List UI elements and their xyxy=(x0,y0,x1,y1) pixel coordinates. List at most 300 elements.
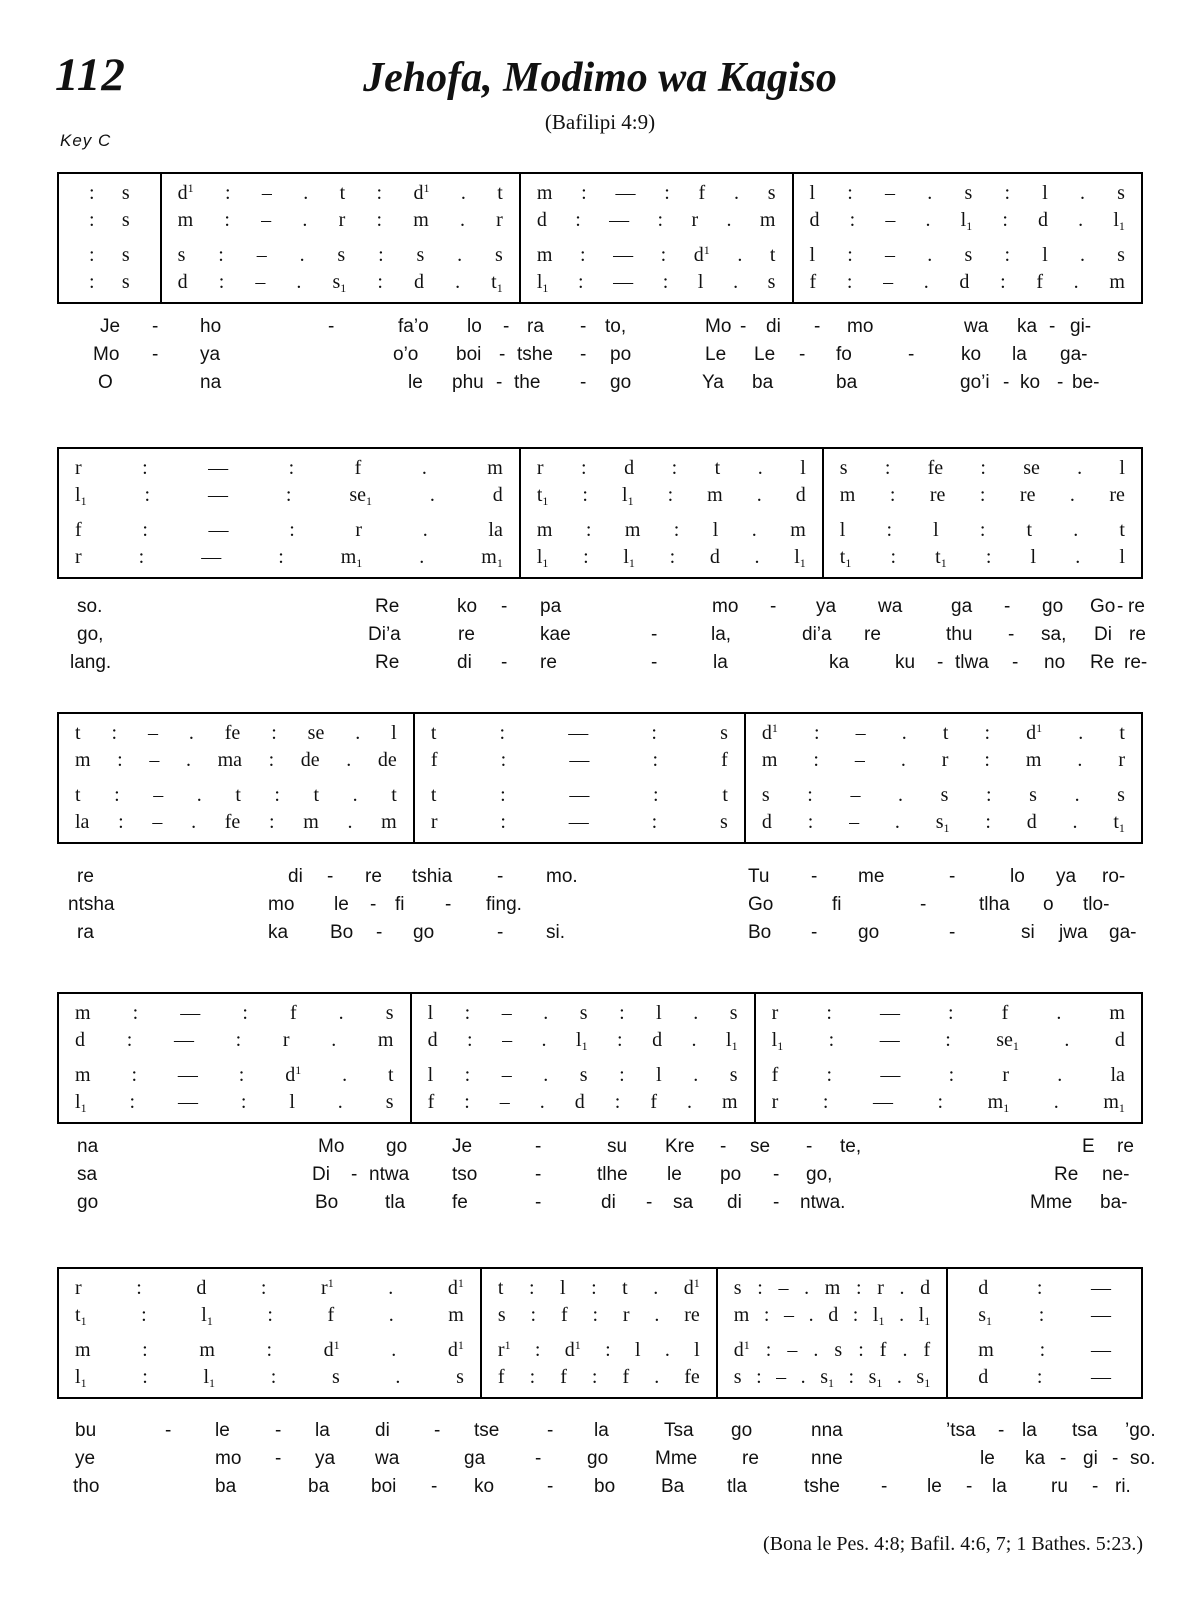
solfa-token: $s_1$ xyxy=(820,1366,834,1390)
solfa-token: . xyxy=(299,244,305,266)
notation-system xyxy=(57,447,1143,579)
solfa-token: s xyxy=(729,1064,738,1086)
solfa-token: m xyxy=(536,519,553,541)
voice-row xyxy=(762,782,1125,809)
lyric-syllable: re xyxy=(1129,624,1146,645)
solfa-token: d xyxy=(1038,209,1049,231)
lyric-syllable: - xyxy=(1057,372,1064,393)
solfa-token: . xyxy=(691,1029,697,1051)
solfa-token: . xyxy=(1079,182,1085,204)
solfa-token: m xyxy=(75,1002,91,1024)
lyric-syllable: Re xyxy=(1090,652,1115,673)
solfa-token: – xyxy=(501,1064,512,1086)
lyric-syllable: tse xyxy=(474,1420,500,1441)
solfa-token: $l_1$ xyxy=(75,1366,87,1390)
solfa-token: t xyxy=(769,244,776,266)
voice-row xyxy=(428,1000,738,1027)
lyric-syllable: di xyxy=(601,1192,616,1213)
solfa-token: – xyxy=(499,1091,510,1113)
lyric-syllable: di xyxy=(766,316,781,337)
lyric-syllable: re xyxy=(742,1448,759,1469)
solfa-token: . xyxy=(302,209,308,231)
solfa-token: : xyxy=(889,484,896,506)
lyric-syllable: go’i xyxy=(960,372,990,393)
solfa-token: : xyxy=(1004,182,1010,204)
solfa-token: m xyxy=(824,1277,841,1299)
solfa-token: . xyxy=(346,749,352,771)
lyric-syllable: nne xyxy=(811,1448,843,1469)
lyric-syllable: ra xyxy=(77,922,94,943)
lyric-syllable: - xyxy=(580,344,587,365)
solfa-token: d xyxy=(652,1029,663,1051)
solfa-token: : xyxy=(464,1002,471,1024)
solfa-token: : xyxy=(267,1304,273,1326)
scripture-reference: (Bona le Pes. 4:8; Bafil. 4:6, 7; 1 Bathes. 5:23.) xyxy=(763,1533,1143,1555)
solfa-token: — xyxy=(173,1029,194,1051)
solfa-token: fe xyxy=(927,457,944,479)
solfa-token: : xyxy=(530,1304,537,1326)
lyric-syllable: go, xyxy=(77,624,104,645)
solfa-token: : xyxy=(757,1277,763,1299)
solfa-token: — xyxy=(208,519,229,541)
solfa-token: : xyxy=(224,182,231,204)
solfa-token: : xyxy=(660,244,667,266)
voice-row xyxy=(537,517,806,544)
measure xyxy=(413,714,744,842)
solfa-token: . xyxy=(899,1304,905,1326)
voice-row xyxy=(89,180,130,207)
lyric-syllable: go xyxy=(77,1192,99,1213)
lyric-line xyxy=(0,1164,1200,1192)
lyric-syllable: go xyxy=(1042,596,1064,617)
solfa-token: . xyxy=(455,271,461,293)
solfa-token: . xyxy=(352,784,358,806)
solfa-token: . xyxy=(188,722,194,744)
lyric-line xyxy=(0,922,1200,950)
lyric-syllable: ntwa xyxy=(369,1164,410,1185)
lyric-syllable: di xyxy=(727,1192,742,1213)
lyric-syllable: si. xyxy=(546,922,565,943)
lyric-syllable: go xyxy=(587,1448,609,1469)
solfa-token: : xyxy=(807,784,813,806)
solfa-token: f xyxy=(327,1304,335,1326)
measure xyxy=(160,174,519,302)
solfa-token: : xyxy=(144,484,151,506)
solfa-token: s xyxy=(1117,784,1125,806)
lyric-syllable: ntsha xyxy=(68,894,115,915)
solfa-token: : xyxy=(945,1029,951,1051)
solfa-token: d xyxy=(196,1277,207,1299)
solfa-token: d xyxy=(828,1304,839,1326)
solfa-token: f xyxy=(622,1366,630,1388)
solfa-token: . xyxy=(422,519,428,541)
solfa-token: $d^1$ xyxy=(323,1338,340,1361)
voice-row xyxy=(178,269,503,296)
solfa-token: . xyxy=(925,209,931,231)
solfa-token: : xyxy=(985,546,992,568)
solfa-token: ma xyxy=(217,749,242,771)
solfa-token: : xyxy=(270,1366,277,1388)
lyric-line xyxy=(0,1448,1200,1476)
solfa-token: $t_1$ xyxy=(1113,811,1125,835)
solfa-token: — xyxy=(609,209,630,231)
solfa-token: m xyxy=(761,749,778,771)
solfa-token: s xyxy=(1117,182,1125,204)
measure xyxy=(716,1269,946,1397)
lyric-syllable: mo xyxy=(215,1448,242,1469)
solfa-token: : xyxy=(763,1304,770,1326)
solfa-token: : xyxy=(499,722,506,744)
lyric-syllable: - xyxy=(646,1192,653,1213)
solfa-token: : xyxy=(651,722,657,744)
voice-row xyxy=(428,1027,738,1054)
solfa-token: – xyxy=(255,271,266,293)
solfa-token: . xyxy=(927,182,933,204)
solfa-token: : xyxy=(979,484,986,506)
lyric-syllable: - xyxy=(1060,1448,1067,1469)
solfa-token: — xyxy=(569,749,590,771)
solfa-token: : xyxy=(114,784,120,806)
lyric-syllable: si xyxy=(1021,922,1035,943)
solfa-token: d xyxy=(427,1029,438,1051)
solfa-token: s xyxy=(733,1277,742,1299)
lyric-syllable: la xyxy=(1012,344,1027,365)
solfa-token: m xyxy=(75,1064,91,1086)
solfa-token: $d^1$ xyxy=(693,243,710,266)
solfa-token: : xyxy=(984,722,991,744)
lyric-syllable: ku xyxy=(895,652,916,673)
solfa-token: l xyxy=(809,244,816,266)
solfa-token: . xyxy=(800,1366,806,1388)
lyric-syllable: Go xyxy=(748,894,774,915)
solfa-token: – xyxy=(261,209,272,231)
solfa-token: l xyxy=(809,182,816,204)
lyric-line xyxy=(0,1476,1200,1504)
lyric-syllable: ru xyxy=(1051,1476,1068,1497)
solfa-token: t xyxy=(235,784,241,806)
lyric-syllable: lang. xyxy=(70,652,112,673)
solfa-token: de xyxy=(377,749,397,771)
solfa-token: : xyxy=(847,244,853,266)
solfa-token: . xyxy=(1079,244,1085,266)
lyric-syllable: - xyxy=(499,344,506,365)
voice-row xyxy=(75,747,397,774)
solfa-token: : xyxy=(985,811,991,833)
solfa-token: f xyxy=(289,1002,297,1024)
solfa-token: d xyxy=(574,1091,585,1113)
solfa-token: : xyxy=(591,1277,597,1299)
voice-row xyxy=(734,1302,930,1329)
solfa-token: . xyxy=(664,1339,670,1361)
solfa-token: m xyxy=(1109,1002,1125,1024)
lyric-syllable: - xyxy=(535,1448,542,1469)
solfa-token: — xyxy=(879,1029,900,1051)
solfa-token: . xyxy=(185,749,191,771)
lyric-syllable: tshe xyxy=(517,344,553,365)
lyric-syllable: di xyxy=(457,652,472,673)
solfa-token: . xyxy=(1074,784,1080,806)
lyric-line xyxy=(0,866,1200,894)
lyric-syllable: la xyxy=(315,1420,330,1441)
lyric-syllable: - xyxy=(445,894,452,915)
solfa-token: $d^1$ xyxy=(564,1338,581,1361)
solfa-token: . xyxy=(754,546,760,568)
solfa-token: l xyxy=(1119,546,1125,568)
solfa-token: — xyxy=(613,244,634,266)
solfa-token: s xyxy=(733,1366,742,1388)
lyric-syllable: po xyxy=(720,1164,742,1185)
voice-row xyxy=(537,269,776,296)
solfa-token: m xyxy=(1025,749,1042,771)
solfa-token: : xyxy=(376,182,383,204)
voice-row xyxy=(178,207,503,234)
lyric-syllable: - xyxy=(806,1136,813,1157)
solfa-token: l xyxy=(427,1002,434,1024)
voice-row xyxy=(178,180,503,207)
lyric-syllable: ka xyxy=(829,652,850,673)
solfa-token: — xyxy=(568,811,589,833)
solfa-token: $l_1$ xyxy=(536,271,549,295)
solfa-token: l xyxy=(839,519,846,541)
solfa-token: : xyxy=(500,749,507,771)
lyric-syllable: wa xyxy=(375,1448,400,1469)
solfa-token: . xyxy=(457,244,463,266)
solfa-token: : xyxy=(238,1064,245,1086)
lyric-syllable: le xyxy=(408,372,423,393)
solfa-token: d xyxy=(809,209,820,231)
lyric-syllable: - xyxy=(376,922,383,943)
measure xyxy=(754,994,1141,1122)
lyric-syllable: ri. xyxy=(1115,1476,1131,1497)
lyric-syllable: re- xyxy=(1124,652,1148,673)
voice-row xyxy=(75,1062,394,1089)
lyric-line xyxy=(0,1420,1200,1448)
lyric-syllable: tlha xyxy=(979,894,1010,915)
lyric-syllable: - xyxy=(1049,316,1056,337)
solfa-token: se xyxy=(307,722,325,744)
voice-row xyxy=(978,1337,1111,1364)
solfa-token: $m_1$ xyxy=(481,546,503,570)
solfa-token: . xyxy=(342,1064,348,1086)
solfa-token: d xyxy=(959,271,970,293)
lyric-syllable: re xyxy=(365,866,382,887)
solfa-token: s xyxy=(1117,244,1125,266)
solfa-token: m xyxy=(722,1091,738,1113)
lyric-syllable: Tsa xyxy=(664,1420,694,1441)
solfa-token: . xyxy=(391,1339,397,1361)
voice-row xyxy=(75,544,503,571)
solfa-token: s xyxy=(964,244,973,266)
lyric-syllable: mo xyxy=(268,894,295,915)
solfa-token: – xyxy=(152,811,163,833)
solfa-token: $s_1$ xyxy=(935,811,950,835)
lyric-syllable: bo xyxy=(594,1476,616,1497)
solfa-token: $l_1$ xyxy=(75,1091,87,1115)
lyric-syllable: so. xyxy=(1130,1448,1156,1469)
solfa-token: : xyxy=(274,784,280,806)
solfa-token: r xyxy=(691,209,699,231)
solfa-token: — xyxy=(568,722,589,744)
solfa-token: : xyxy=(657,209,664,231)
lyric-syllable: - xyxy=(949,866,956,887)
solfa-token: $t_1$ xyxy=(75,1304,87,1328)
solfa-token: : xyxy=(224,209,230,231)
voice-row xyxy=(75,782,397,809)
solfa-token: d xyxy=(75,1029,85,1051)
solfa-token: l xyxy=(800,457,806,479)
lyric-syllable: bu xyxy=(75,1420,97,1441)
solfa-token: d xyxy=(1026,811,1037,833)
lyric-syllable: tlo- xyxy=(1083,894,1110,915)
lyric-syllable: - xyxy=(152,316,159,337)
lyric-syllable: Mo xyxy=(318,1136,345,1157)
voice-row xyxy=(75,720,397,747)
solfa-token: : xyxy=(826,1064,833,1086)
solfa-token: $d^1$ xyxy=(447,1338,464,1361)
solfa-token: : xyxy=(651,811,658,833)
solfa-token: . xyxy=(756,484,762,506)
solfa-token: re xyxy=(684,1304,700,1326)
voice-row xyxy=(537,207,776,234)
lyric-syllable: lo xyxy=(467,316,482,337)
solfa-token: . xyxy=(1056,1002,1062,1024)
solfa-token: . xyxy=(1069,484,1075,506)
solfa-token: s xyxy=(579,1064,588,1086)
lyric-syllable: mo. xyxy=(546,866,578,887)
voice-row xyxy=(772,1027,1125,1054)
solfa-token: s xyxy=(177,244,186,266)
solfa-token: : xyxy=(129,1091,136,1113)
solfa-token: – xyxy=(849,811,860,833)
solfa-token: la xyxy=(1110,1064,1125,1086)
lyric-syllable: - xyxy=(327,866,334,887)
scripture-subtitle: (Bafilipi 4:9) xyxy=(544,110,656,134)
solfa-token: l xyxy=(712,519,719,541)
measure xyxy=(792,174,1141,302)
solfa-token: : xyxy=(131,1064,137,1086)
lyric-syllable: Mo xyxy=(93,344,120,365)
lyric-syllable: - xyxy=(370,894,377,915)
lyric-syllable: - xyxy=(949,922,956,943)
solfa-token: fe xyxy=(684,1366,700,1388)
solfa-token: s xyxy=(121,244,130,266)
solfa-token: : xyxy=(669,546,676,568)
solfa-token: . xyxy=(654,1304,660,1326)
lyric-syllable: ntwa. xyxy=(800,1192,846,1213)
solfa-token: t xyxy=(1119,519,1125,541)
lyric-syllable: ba xyxy=(308,1476,330,1497)
solfa-token: $l_1$ xyxy=(201,1304,213,1328)
solfa-token: s xyxy=(579,1002,588,1024)
solfa-token: : xyxy=(142,457,148,479)
solfa-token: : xyxy=(111,722,118,744)
lyric-syllable: - xyxy=(908,344,915,365)
solfa-token: r xyxy=(536,457,544,479)
lyric-syllable: ko xyxy=(961,344,982,365)
lyric-syllable: ga xyxy=(464,1448,486,1469)
lyric-syllable: ye xyxy=(75,1448,96,1469)
solfa-token: : xyxy=(858,1339,864,1361)
lyric-syllable: di’a xyxy=(802,624,832,645)
solfa-token: t xyxy=(942,722,949,744)
solfa-token: d xyxy=(624,457,635,479)
solfa-token: . xyxy=(429,484,435,506)
solfa-token: t xyxy=(497,1277,504,1299)
solfa-token: m xyxy=(413,209,429,231)
lyric-syllable: na xyxy=(200,372,222,393)
solfa-token: d xyxy=(978,1277,989,1299)
solfa-token: . xyxy=(541,1029,547,1051)
solfa-token: $d^1$ xyxy=(761,721,778,744)
solfa-token: f xyxy=(721,749,728,771)
solfa-token: t xyxy=(75,784,81,806)
solfa-token: t xyxy=(1026,519,1033,541)
solfa-token: $m_1$ xyxy=(1103,1091,1125,1115)
lyric-line xyxy=(0,316,1200,344)
solfa-token: t xyxy=(714,457,721,479)
solfa-token: : xyxy=(218,244,224,266)
lyric-syllable: Re xyxy=(375,596,400,617)
lyric-syllable: - xyxy=(773,1164,780,1185)
solfa-token: r xyxy=(1002,1064,1010,1086)
solfa-token: . xyxy=(899,1277,905,1299)
solfa-token: l xyxy=(1042,244,1048,266)
solfa-token: : xyxy=(289,519,295,541)
lyric-syllable: - xyxy=(351,1164,358,1185)
lyric-syllable: le xyxy=(980,1448,995,1469)
solfa-token: re xyxy=(1109,484,1125,506)
solfa-token: f xyxy=(1036,271,1043,293)
lyric-syllable: to, xyxy=(605,316,627,337)
solfa-token: s xyxy=(767,182,776,204)
solfa-token: – xyxy=(784,1304,795,1326)
lyric-syllable: jwa xyxy=(1059,922,1088,943)
hymn-number: 112 xyxy=(55,49,126,101)
solfa-token: s xyxy=(337,244,346,266)
solfa-token: – xyxy=(153,784,164,806)
lyric-syllable: fa’o xyxy=(398,316,429,337)
solfa-token: . xyxy=(1077,457,1083,479)
lyric-syllable: - xyxy=(503,316,510,337)
lyric-syllable: - xyxy=(501,652,508,673)
voice-row xyxy=(75,1000,394,1027)
lyric-syllable: Ba xyxy=(661,1476,685,1497)
measure xyxy=(519,449,822,577)
voice-row xyxy=(772,1000,1125,1027)
lyric-syllable: - xyxy=(547,1476,554,1497)
solfa-token: . xyxy=(1073,271,1079,293)
lyric-syllable: - xyxy=(535,1192,542,1213)
lyric-syllable: le xyxy=(927,1476,942,1497)
lyric-syllable: ba xyxy=(836,372,858,393)
voice-row xyxy=(431,720,728,747)
solfa-token: $t_1$ xyxy=(536,484,549,508)
lyric-syllable: re xyxy=(864,624,881,645)
lyric-line xyxy=(0,652,1200,680)
lyric-syllable: Mo xyxy=(705,316,732,337)
solfa-token: m xyxy=(448,1304,464,1326)
solfa-token: — xyxy=(208,457,229,479)
solfa-token: . xyxy=(196,784,202,806)
solfa-token: $d^1$ xyxy=(683,1276,700,1299)
lyric-syllable: na xyxy=(77,1136,99,1157)
solfa-token: f xyxy=(879,1339,887,1361)
lyric-syllable: be- xyxy=(1072,372,1100,393)
solfa-token: . xyxy=(808,1304,814,1326)
lyric-syllable: Di xyxy=(312,1164,330,1185)
solfa-token: r xyxy=(877,1277,884,1299)
lyric-syllable: - xyxy=(535,1136,542,1157)
